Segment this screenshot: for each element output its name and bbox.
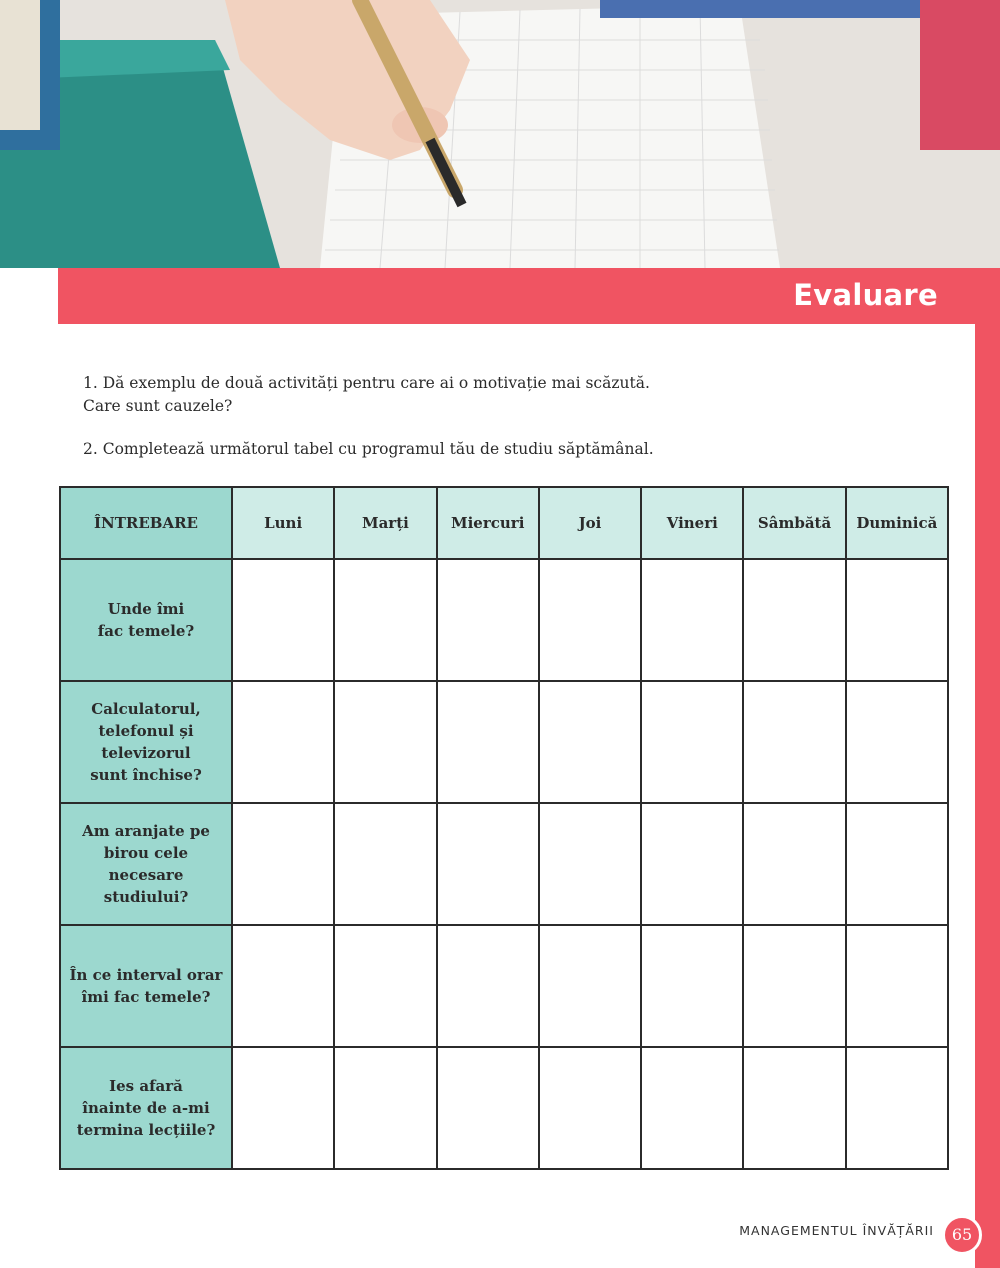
answer-cell[interactable] xyxy=(539,925,641,1047)
page-number: 65 xyxy=(951,1225,973,1244)
table-row xyxy=(60,925,948,1047)
question-cell xyxy=(60,925,232,1047)
section-title: Evaluare xyxy=(793,278,938,312)
footer-book-title: MANAGEMENTUL ÎNVĂȚĂRII xyxy=(739,1223,934,1238)
answer-cell[interactable] xyxy=(334,803,436,925)
answer-cell[interactable] xyxy=(743,559,845,681)
weekly-schedule-table xyxy=(59,486,949,1170)
question-2: 2. Completează următorul tabel cu programul tău de studiu săptămânal. xyxy=(83,440,654,458)
question-line: Am aranjate pe xyxy=(82,822,210,840)
side-accent-bar xyxy=(975,268,1000,1268)
day-header-marti: Marți xyxy=(334,487,436,559)
answer-cell[interactable] xyxy=(232,925,334,1047)
question-line: birou cele necesare xyxy=(103,844,189,884)
answer-cell[interactable] xyxy=(641,803,743,925)
answer-cell[interactable] xyxy=(743,925,845,1047)
question-cell xyxy=(60,1047,232,1169)
answer-cell[interactable] xyxy=(539,681,641,803)
answer-cell[interactable] xyxy=(846,559,948,681)
day-header-miercuri: Miercuri xyxy=(437,487,539,559)
answer-cell[interactable] xyxy=(743,803,845,925)
question-line: Ies afară xyxy=(109,1077,183,1095)
answer-cell[interactable] xyxy=(743,681,845,803)
page-number-badge xyxy=(942,1215,982,1255)
day-header-luni: Luni xyxy=(232,487,334,559)
answer-cell[interactable] xyxy=(437,681,539,803)
answer-cell[interactable] xyxy=(232,559,334,681)
question-cell xyxy=(60,559,232,681)
answer-cell[interactable] xyxy=(334,681,436,803)
instructions xyxy=(83,372,783,481)
question-line: În ce interval orar xyxy=(69,966,223,984)
question-1 xyxy=(83,372,783,418)
answer-cell[interactable] xyxy=(437,1047,539,1169)
question-1-line-1: 1. Dă exemplu de două activități pentru care ai o motivație mai scăzută. xyxy=(83,374,650,392)
table-row xyxy=(60,559,948,681)
question-line: termina lecțiile? xyxy=(76,1121,216,1139)
table-row xyxy=(60,803,948,925)
question-line: sunt închise? xyxy=(90,766,202,784)
day-header-sambata: Sâmbătă xyxy=(743,487,845,559)
answer-cell[interactable] xyxy=(641,559,743,681)
question-line: televizorul xyxy=(101,744,191,762)
answer-cell[interactable] xyxy=(334,1047,436,1169)
question-line: fac temele? xyxy=(97,622,195,640)
question-line: Calculatorul, xyxy=(91,700,201,718)
table-row xyxy=(60,681,948,803)
question-line: telefonul și xyxy=(98,722,194,740)
question-line: studiului? xyxy=(103,888,189,906)
question-column-header: ÎNTREBARE xyxy=(60,487,232,559)
question-line: Unde îmi xyxy=(107,600,185,618)
answer-cell[interactable] xyxy=(232,681,334,803)
answer-cell[interactable] xyxy=(539,1047,641,1169)
answer-cell[interactable] xyxy=(334,559,436,681)
answer-cell[interactable] xyxy=(641,925,743,1047)
day-header-vineri: Vineri xyxy=(641,487,743,559)
answer-cell[interactable] xyxy=(846,1047,948,1169)
question-line: îmi fac temele? xyxy=(81,988,211,1006)
answer-cell[interactable] xyxy=(539,803,641,925)
table-header-row xyxy=(60,487,948,559)
answer-cell[interactable] xyxy=(846,803,948,925)
answer-cell[interactable] xyxy=(539,559,641,681)
answer-cell[interactable] xyxy=(437,559,539,681)
question-line: înainte de a-mi xyxy=(82,1099,210,1117)
answer-cell[interactable] xyxy=(232,803,334,925)
answer-cell[interactable] xyxy=(232,1047,334,1169)
answer-cell[interactable] xyxy=(437,925,539,1047)
day-header-duminica: Duminică xyxy=(846,487,948,559)
section-header xyxy=(58,268,1000,324)
answer-cell[interactable] xyxy=(743,1047,845,1169)
table-row xyxy=(60,1047,948,1169)
question-1-line-2: Care sunt cauzele? xyxy=(83,397,233,415)
answer-cell[interactable] xyxy=(641,1047,743,1169)
answer-cell[interactable] xyxy=(846,925,948,1047)
question-cell xyxy=(60,681,232,803)
answer-cell[interactable] xyxy=(437,803,539,925)
answer-cell[interactable] xyxy=(641,681,743,803)
question-cell xyxy=(60,803,232,925)
header-photo xyxy=(0,0,1000,268)
day-header-joi: Joi xyxy=(539,487,641,559)
answer-cell[interactable] xyxy=(846,681,948,803)
answer-cell[interactable] xyxy=(334,925,436,1047)
